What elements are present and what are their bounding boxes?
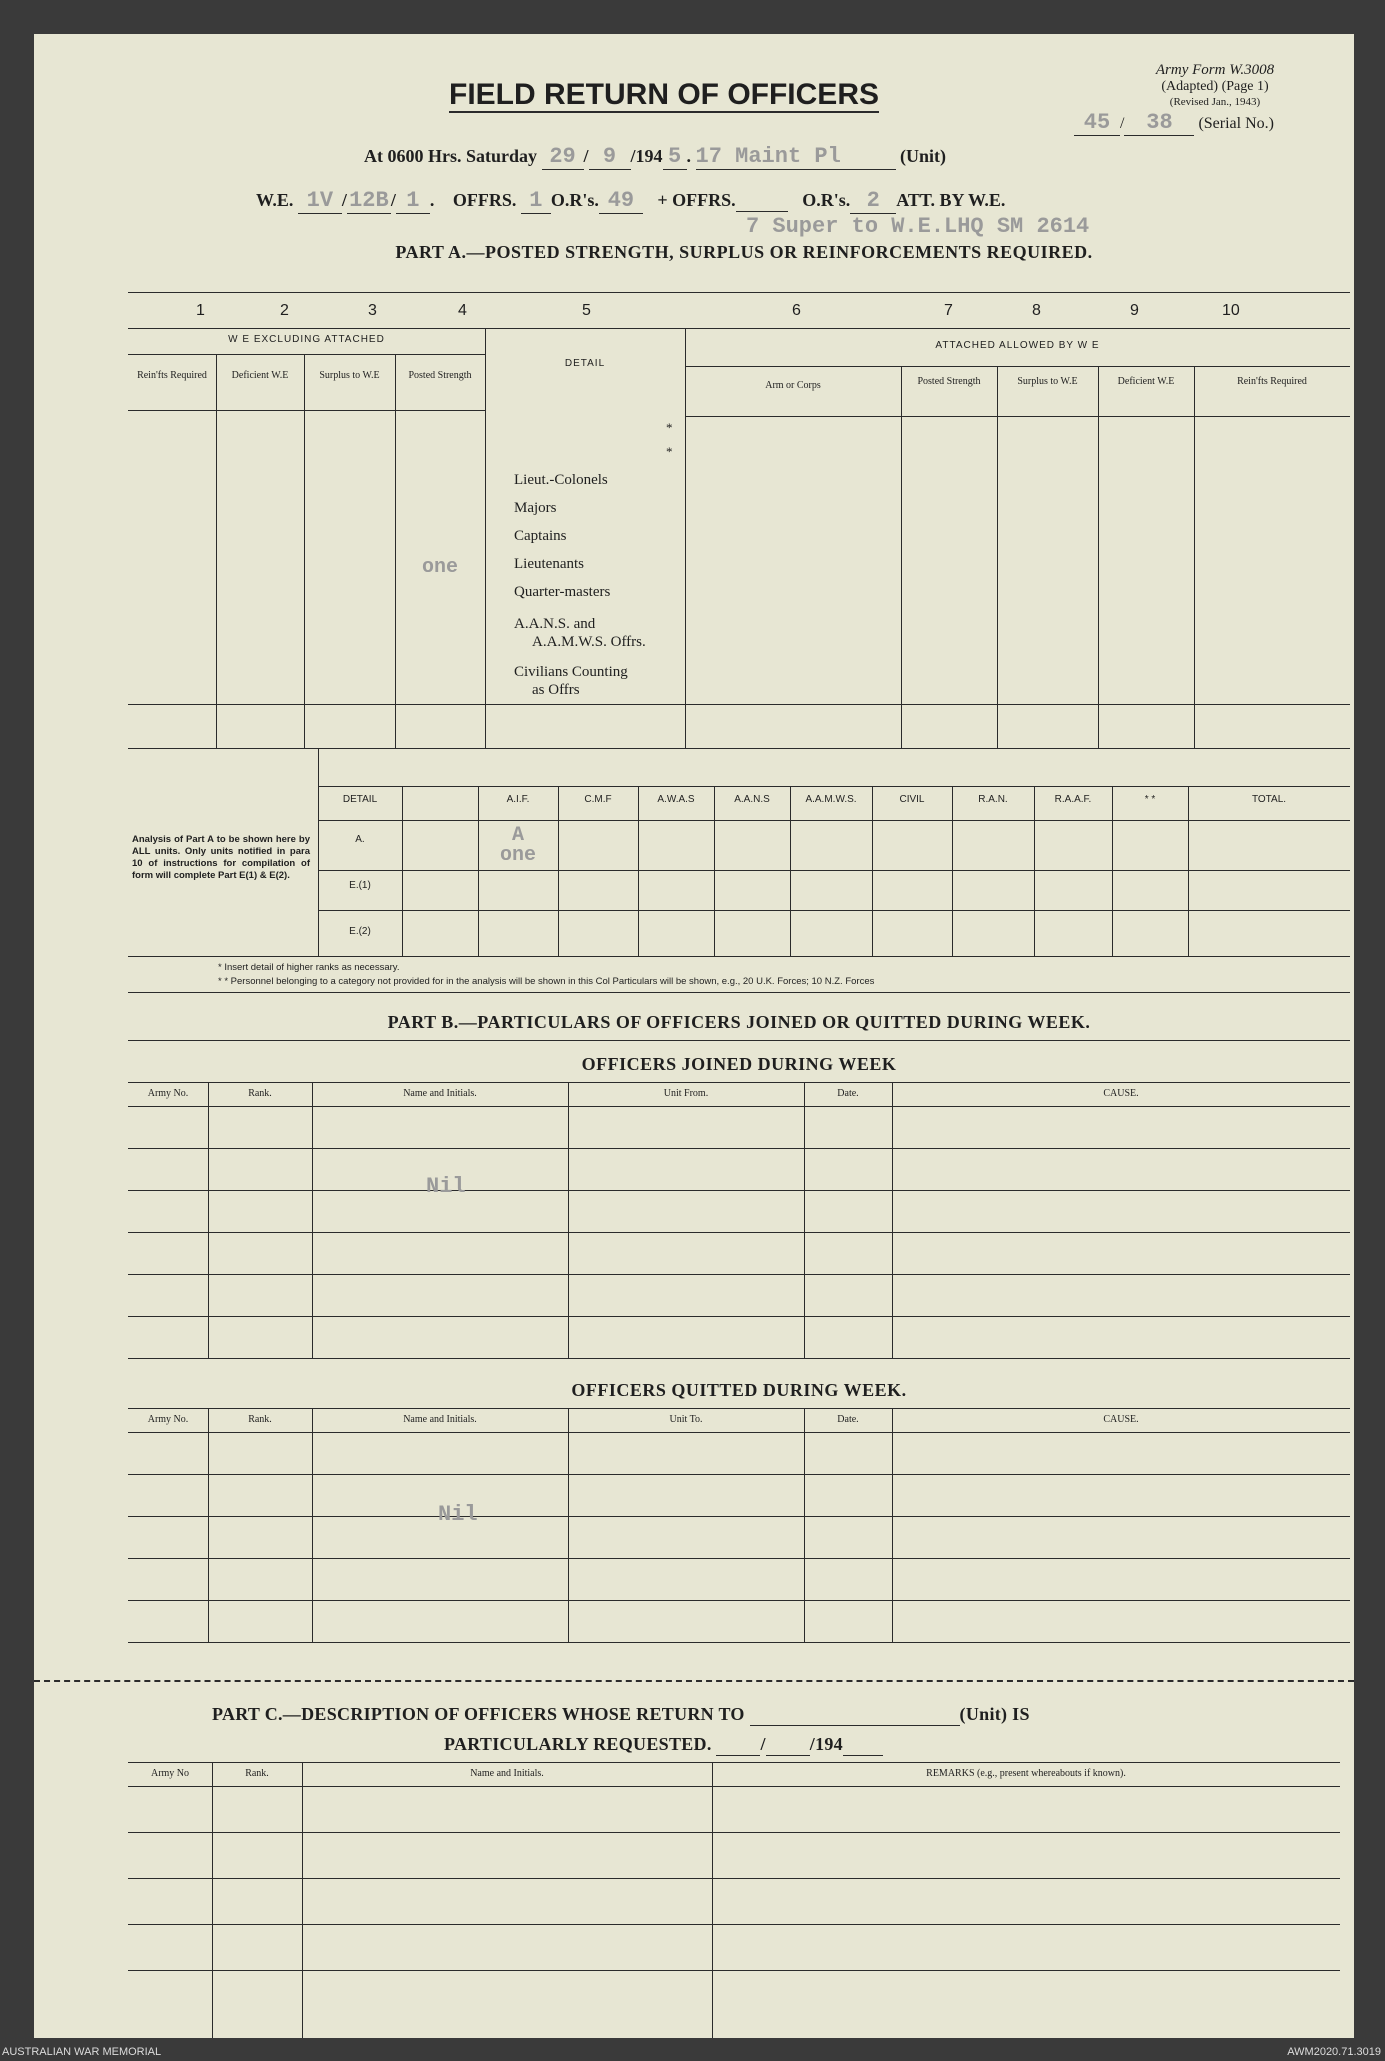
part-a-title: PART A.—POSTED STRENGTH, SURPLUS OR REINFORCEMENTS REQUIRED. [395, 242, 1093, 262]
col-posted-header: Posted Strength [408, 370, 472, 381]
rank-majors: Majors [514, 500, 557, 516]
col-deficient-header: Deficient W.E [231, 370, 289, 381]
quitted-h-rank: Rank. [248, 1414, 272, 1425]
form-title-wrap [444, 78, 884, 112]
column-numbers [128, 302, 1350, 326]
rank-civilians-2: as Offrs [532, 682, 580, 698]
plus-ors-label: O.R's. [802, 190, 851, 210]
part-c-line-2 [444, 1734, 883, 1756]
an-h-aamws: A.A.M.W.S. [805, 794, 857, 805]
col-num-1: 1 [196, 302, 205, 319]
joined-value: Nil [426, 1174, 466, 1199]
form-number: Army Form W.3008 [1155, 62, 1275, 78]
col-surplus-header: Surplus to W.E [319, 370, 380, 381]
col-num-2: 2 [280, 302, 289, 319]
col-deficient2-header: Deficient W.E [1117, 376, 1175, 387]
serial-b: 38 [1124, 110, 1194, 136]
footer-left: AUSTRALIAN WAR MEMORIAL [2, 2046, 162, 2058]
part-c-h-rank: Rank. [245, 1768, 269, 1779]
an-h-total: TOTAL. [1251, 794, 1287, 805]
offrs-label: OFFRS. [452, 190, 517, 210]
year-prefix: /194 [630, 146, 663, 166]
day-value: 29 [542, 144, 584, 170]
footnote-1: * Insert detail of higher ranks as necessary. [218, 962, 400, 973]
unit-label: (Unit) [900, 146, 947, 166]
footer-right: AWM2020.71.3019 [1287, 2046, 1381, 2058]
col-posted2-header: Posted Strength [917, 376, 981, 387]
part-c-h-remarks: REMARKS (e.g., present whereabouts if known). [926, 1768, 1126, 1779]
col-num-4: 4 [458, 302, 467, 319]
joined-h-rank: Rank. [248, 1088, 272, 1099]
part-c-line-1 [212, 1704, 1030, 1726]
rank-lt-col: Lieut.-Colonels [514, 472, 608, 488]
joined-h-unit: Unit From. [663, 1088, 709, 1099]
serial-label: (Serial No.) [1198, 115, 1274, 132]
col-num-3: 3 [368, 302, 377, 319]
an-h-stars: * * [1144, 794, 1156, 805]
we-1: 1V [298, 188, 342, 214]
joined-h-name: Name and Initials. [403, 1088, 477, 1099]
att-note: 7 Super to W.E.LHQ SM 2614 [746, 214, 1090, 239]
quitted-h-cause: CAUSE. [1103, 1414, 1139, 1425]
part-c-h-name: Name and Initials. [470, 1768, 544, 1779]
an-row-e2: E.(2) [349, 926, 371, 937]
col-surplus2-header: Surplus to W.E [1017, 376, 1078, 387]
col-reinf-header: Rein'fts Required [137, 370, 207, 381]
quitted-h-date: Date. [837, 1414, 859, 1425]
quitted-h-name: Name and Initials. [403, 1414, 477, 1425]
form-adapted: (Adapted) (Page 1) [1161, 79, 1269, 94]
rank-aans: A.A.N.S. and [514, 616, 596, 632]
quitted-title: OFFICERS QUITTED DURING WEEK. [571, 1380, 907, 1400]
part-c-h-army: Army No [150, 1768, 190, 1779]
an-h-cmf: C.M.F [584, 794, 612, 805]
quitted-h-unit: Unit To. [669, 1414, 703, 1425]
year-digit: 5 [663, 144, 687, 170]
rank-lieutenants: Lieutenants [514, 556, 584, 572]
an-h-raaf: R.A.A.F. [1054, 794, 1092, 805]
joined-h-date: Date. [837, 1088, 859, 1099]
serial-sep: / [1120, 115, 1125, 132]
col-arm-header: Arm or Corps [765, 380, 821, 391]
part-c-title-2: PARTICULARLY REQUESTED. [444, 1734, 712, 1754]
posted-strength-value: one [421, 556, 458, 579]
we-2: 12B [347, 188, 391, 214]
an-row-e1: E.(1) [349, 880, 371, 891]
an-h-aif: A.I.F. [506, 794, 530, 805]
att-group-header: ATTACHED ALLOWED BY W E [935, 340, 1100, 351]
part-c-year: /194 [809, 1734, 843, 1754]
form-page [34, 34, 1354, 2038]
part-c-title-1: PART C.—DESCRIPTION OF OFFICERS WHOSE RETURN TO [212, 1704, 745, 1724]
footnote-2: * * Personnel belonging to a category not provided for in the analysis will be shown in this Col Particulars will be shown, e.g., 20 U.K. Forces; 10 N.Z. Forces [218, 976, 875, 987]
rank-civilians: Civilians Counting [514, 664, 628, 680]
aif-a-value-2: one [499, 844, 536, 867]
col-num-7: 7 [944, 302, 953, 319]
an-h-ran: R.A.N. [978, 794, 1008, 805]
joined-h-cause: CAUSE. [1103, 1088, 1139, 1099]
part-c-unit-is: (Unit) IS [959, 1704, 1030, 1724]
analysis-note: Analysis of Part A to be shown here by ALL units. Only units notified in para 10 of instructions for compilation of form will complete Part E(1) & E(2). [132, 834, 310, 881]
we-3: 1 [396, 188, 430, 214]
part-b-title: PART B.—PARTICULARS OF OFFICERS JOINED OR QUITTED DURING WEEK. [387, 1012, 1091, 1032]
detail-header: DETAIL [564, 358, 606, 369]
rank-captains: Captains [514, 528, 567, 544]
we-group-header: W E EXCLUDING ATTACHED [228, 334, 385, 345]
ors-value: 49 [599, 188, 643, 214]
col-num-10: 10 [1222, 302, 1240, 319]
cut-line [34, 1680, 1354, 1682]
date-line: At 0600 Hrs. Saturday 29 / 9 /194 5 . 17 Maint Pl (Unit) [364, 144, 947, 169]
an-h-awas: A.W.A.S [657, 794, 695, 805]
an-row-a: A. [355, 834, 365, 845]
we-line: W.E. 1V /12B / 1 . OFFRS. 1 O.R's. 49 + OFFRS. O.R's. 2 ATT. BY W.E. [256, 188, 1006, 213]
plus-ors-value: 2 [850, 188, 896, 214]
at-label: At 0600 Hrs. Saturday [364, 146, 538, 166]
footer [0, 2044, 1385, 2061]
unit-value: 17 Maint Pl [696, 144, 896, 170]
we-label: W.E. [256, 190, 294, 210]
col-num-6: 6 [792, 302, 801, 319]
col-num-9: 9 [1130, 302, 1139, 319]
col-num-5: 5 [582, 302, 591, 319]
an-h-aans: A.A.N.S [734, 794, 770, 805]
quitted-value: Nil [438, 1502, 478, 1527]
star-2: * [666, 444, 673, 459]
ors-label: O.R's. [550, 190, 599, 210]
an-h-civil: CIVIL [899, 794, 925, 805]
joined-title: OFFICERS JOINED DURING WEEK [581, 1054, 897, 1074]
plus-offrs-label: + OFFRS. [657, 190, 736, 210]
quitted-h-army: Army No. [147, 1414, 189, 1425]
month-value: 9 [589, 144, 631, 170]
page-title: FIELD RETURN OF OFFICERS [449, 78, 879, 111]
form-revised: (Revised Jan., 1943) [1169, 96, 1261, 108]
col-num-8: 8 [1032, 302, 1041, 319]
joined-h-army: Army No. [147, 1088, 189, 1099]
att-label: ATT. BY W.E. [896, 190, 1006, 210]
rank-qm: Quarter-masters [514, 584, 611, 600]
star-1: * [666, 420, 673, 435]
offrs-value: 1 [521, 188, 551, 214]
aif-a-value-1: A [511, 824, 524, 847]
serial-number [1074, 110, 1334, 136]
rank-aamws: A.A.M.W.S. Offrs. [532, 634, 646, 650]
an-h-detail: DETAIL [342, 794, 378, 805]
part-c-date-sep: / [760, 1734, 766, 1754]
serial-a: 45 [1074, 110, 1120, 136]
col-reinf2-header: Rein'fts Required [1237, 376, 1307, 387]
